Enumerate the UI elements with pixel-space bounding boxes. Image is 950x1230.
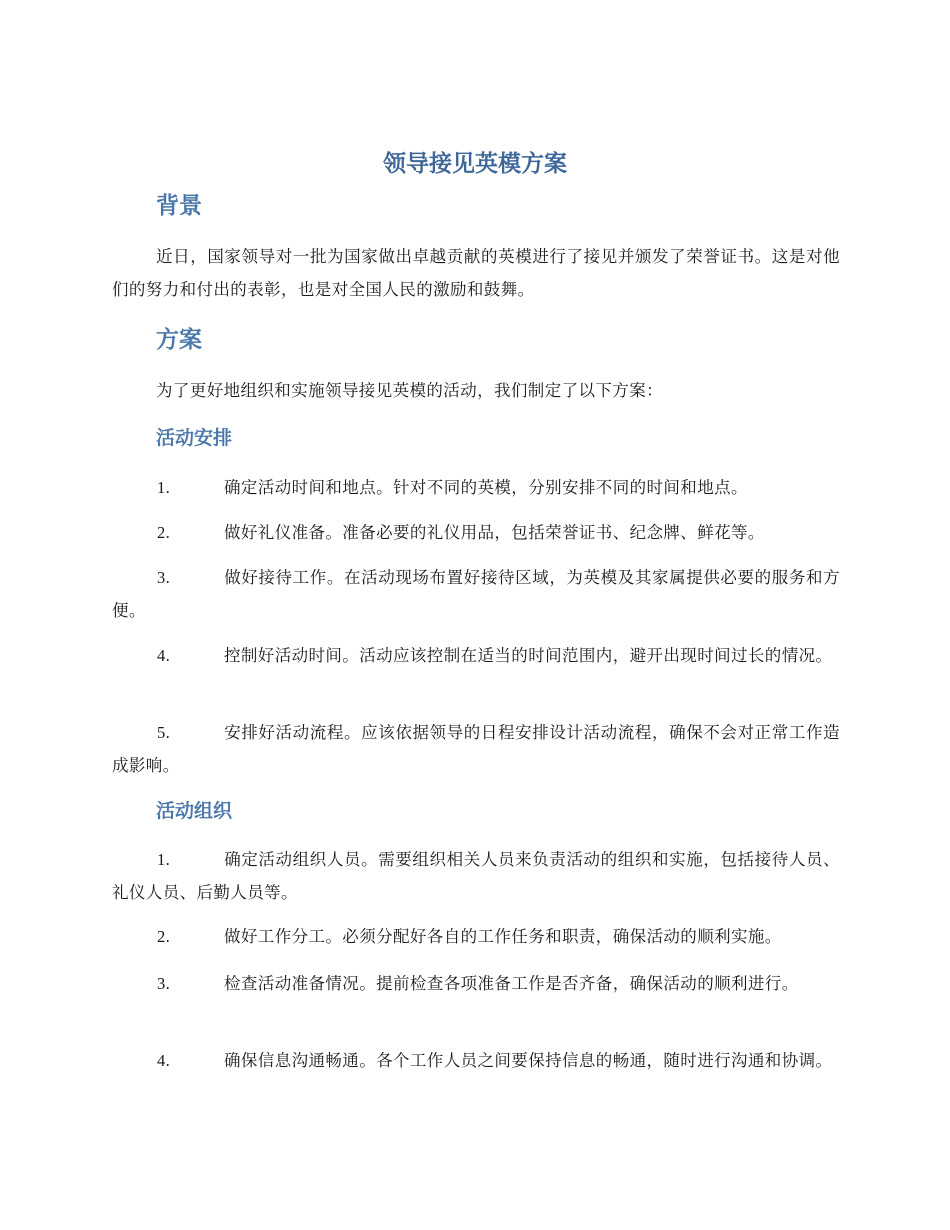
organization-item-1: [112, 843, 840, 909]
heading-organization: 活动组织: [156, 800, 233, 822]
list-text: 做好接待工作。在活动现场布置好接待区域，为英模及其家属提供必要的服务和方便。: [112, 568, 840, 620]
list-number: 4.: [157, 646, 171, 665]
organization-item-3: [112, 967, 840, 1000]
organization-item-2: [112, 920, 840, 953]
background-paragraph: 近日，国家领导对一批为国家做出卓越贡献的英模进行了接见并颁发了荣誉证书。这是对他们的努力和付出的表彰，也是对全国人民的激励和鼓舞。: [112, 247, 840, 299]
list-number: 3.: [157, 974, 171, 993]
list-text: 确定活动组织人员。需要组织相关人员来负责活动的组织和实施，包括接待人员、礼仪人员、后勤人员等。: [112, 850, 840, 902]
list-number: 4.: [157, 1051, 171, 1070]
organization-item-4: [112, 1044, 840, 1077]
list-text: 检查活动准备情况。提前检查各项准备工作是否齐备，确保活动的顺利进行。: [224, 974, 799, 993]
heading-plan: 方案: [156, 327, 202, 353]
list-number: 1.: [157, 850, 171, 869]
list-text: 安排好活动流程。应该依据领导的日程安排设计活动流程，确保不会对正常工作造成影响。: [112, 723, 840, 775]
list-text: 确保信息沟通畅通。各个工作人员之间要保持信息的畅通，随时进行沟通和协调。: [224, 1051, 833, 1070]
list-number: 2.: [157, 523, 171, 542]
arrangement-item-3: [112, 561, 840, 627]
list-text: 确定活动时间和地点。针对不同的英模，分别安排不同的时间和地点。: [224, 478, 748, 497]
plan-intro: 为了更好地组织和实施领导接见英模的活动，我们制定了以下方案：: [156, 381, 663, 400]
list-text: 控制好活动时间。活动应该控制在适当的时间范围内，避开出现时间过长的情况。: [224, 646, 833, 665]
heading-background: 背景: [156, 193, 202, 219]
heading-arrangement: 活动安排: [156, 427, 233, 449]
list-text: 做好礼仪准备。准备必要的礼仪用品，包括荣誉证书、纪念牌、鲜花等。: [224, 523, 765, 542]
arrangement-item-1: [112, 471, 840, 504]
list-number: 2.: [157, 927, 171, 946]
arrangement-item-5: [112, 716, 840, 782]
list-number: 3.: [157, 568, 171, 587]
list-number: 5.: [157, 723, 171, 742]
list-text: 做好工作分工。必须分配好各自的工作任务和职责，确保活动的顺利实施。: [224, 927, 782, 946]
list-number: 1.: [157, 478, 171, 497]
document-title: 领导接见英模方案: [383, 151, 567, 177]
arrangement-item-4: [112, 639, 840, 672]
arrangement-item-2: [112, 516, 840, 549]
